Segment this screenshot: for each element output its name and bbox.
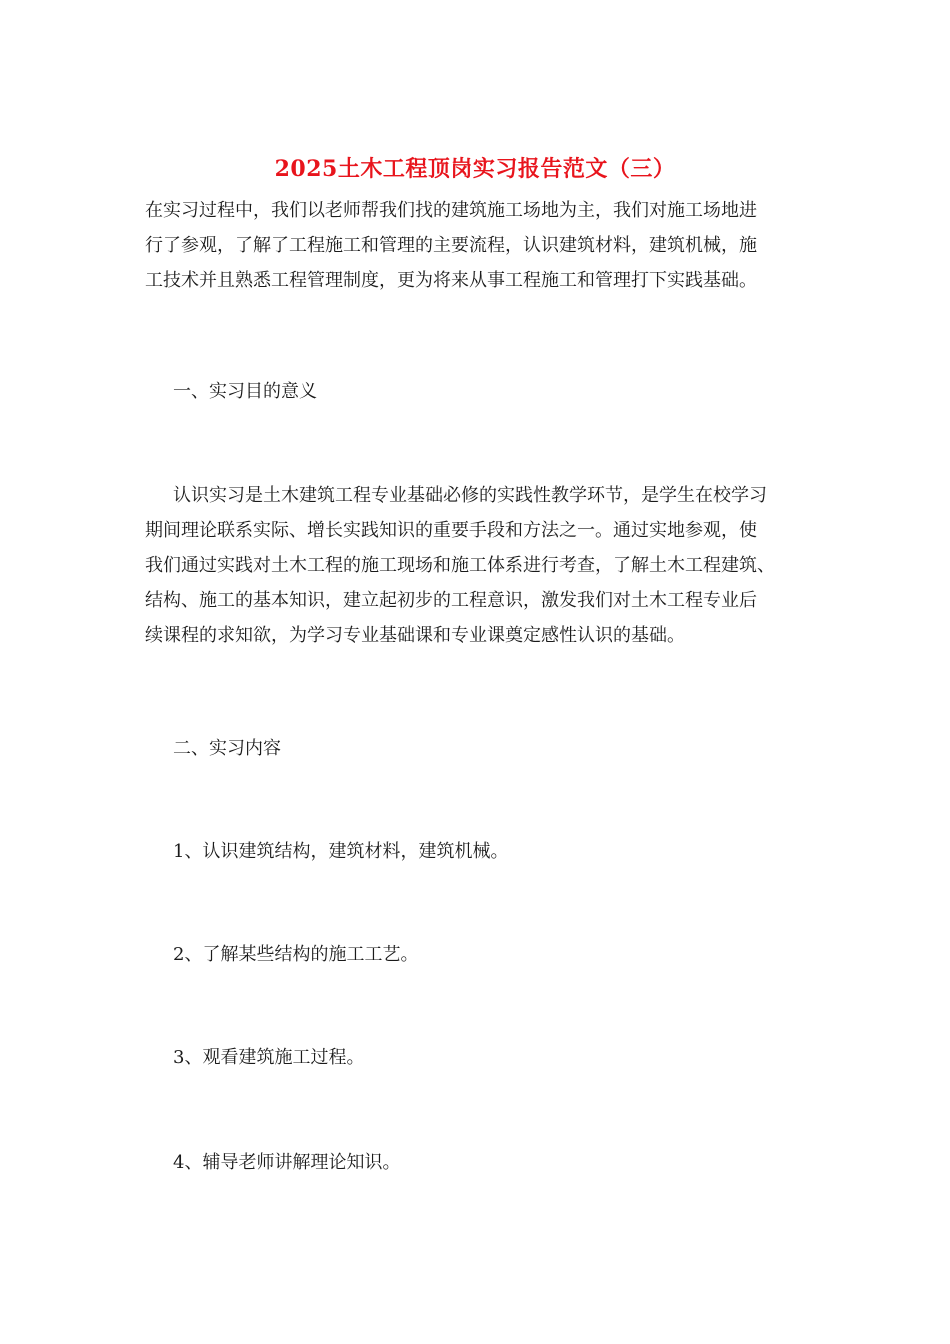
list-item: 3、观看建筑施工过程。 bbox=[173, 1047, 365, 1068]
intro-line: 行了参观，了解了工程施工和管理的主要流程，认识建筑材料，建筑机械，施 bbox=[145, 235, 757, 256]
section-heading-content: 二、实习内容 bbox=[173, 738, 281, 759]
purpose-line: 续课程的求知欲，为学习专业基础课和专业课奠定感性认识的基础。 bbox=[145, 625, 685, 646]
purpose-line: 结构、施工的基本知识，建立起初步的工程意识，激发我们对土木工程专业后 bbox=[145, 590, 757, 611]
document-title: 2025土木工程顶岗实习报告范文（三） bbox=[274, 156, 676, 182]
purpose-paragraph bbox=[145, 478, 810, 653]
intro-line: 在实习过程中，我们以老师帮我们找的建筑施工场地为主，我们对施工场地进 bbox=[145, 200, 757, 221]
list-item: 2、了解某些结构的施工工艺。 bbox=[173, 944, 419, 965]
purpose-line: 我们通过实践对土木工程的施工现场和施工体系进行考查，了解土木工程建筑、 bbox=[145, 555, 775, 576]
intro-line: 工技术并且熟悉工程管理制度，更为将来从事工程施工和管理打下实践基础。 bbox=[145, 270, 757, 291]
list-item: 4、辅导老师讲解理论知识。 bbox=[173, 1152, 401, 1173]
list-item: 1、认识建筑结构，建筑材料，建筑机械。 bbox=[173, 841, 509, 862]
intro-paragraph bbox=[145, 193, 810, 298]
purpose-line: 期间理论联系实际、增长实践知识的重要手段和方法之一。通过实地参观，使 bbox=[145, 520, 757, 541]
purpose-line: 认识实习是土木建筑工程专业基础必修的实践性教学环节，是学生在校学习 bbox=[173, 485, 767, 506]
section-heading-purpose: 一、实习目的意义 bbox=[173, 381, 317, 402]
